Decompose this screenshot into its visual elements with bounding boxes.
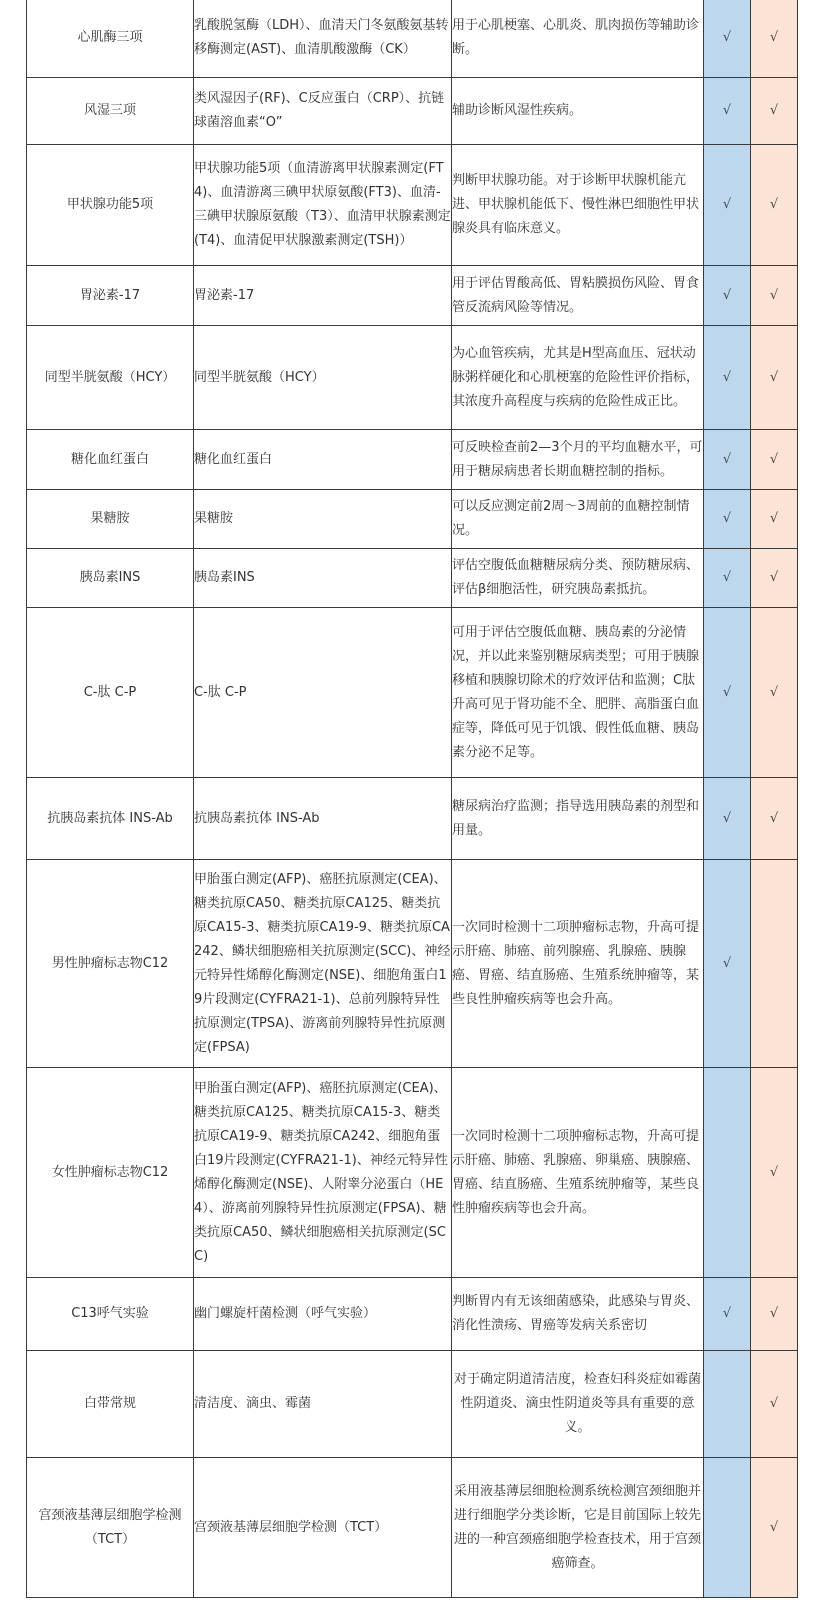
exam-items: 糖化血红蛋白 [194,430,452,490]
table-row [27,78,798,145]
exam-description: 判断胃内有无该细菌感染，此感染与胃炎、消化性溃疡、胃癌等发病关系密切 [452,1278,704,1351]
exam-description: 为心血管疾病，尤其是H型高血压、冠状动脉粥样硬化和心肌梗塞的危险性评价指标，其浓度升高程度与疾病的危险性成正比。 [452,326,704,430]
exam-items: 同型半胱氨酸（HCY） [194,326,452,430]
male-check [704,1068,751,1278]
exam-items: 胃泌素-17 [194,266,452,326]
male-check: √ [704,490,751,549]
male-check: √ [704,549,751,608]
exam-description: 用于心肌梗塞、心肌炎、肌肉损伤等辅助诊断。 [452,0,704,78]
female-check: √ [751,1351,798,1458]
exam-name: 胰岛素INS [27,549,194,608]
table-row [27,778,798,860]
female-check: √ [751,549,798,608]
exam-description: 可反映检查前2—3个月的平均血糖水平，可用于糖尿病患者长期血糖控制的指标。 [452,430,704,490]
exam-description: 用于评估胃酸高低、胃粘膜损伤风险、胃食管反流病风险等情况。 [452,266,704,326]
table-row [27,1068,798,1278]
exam-description: 一次同时检测十二项肿瘤标志物，升高可提示肝癌、肺癌、前列腺癌、乳腺癌、胰腺癌、胃癌、结直肠癌、生殖系统肿瘤等，某些良性肿瘤疾病等也会升高。 [452,860,704,1068]
female-check: √ [751,1458,798,1598]
female-check: √ [751,1068,798,1278]
table-row [27,1458,798,1598]
exam-description: 一次同时检测十二项肿瘤标志物，升高可提示肝癌、肺癌、乳腺癌、卵巢癌、胰腺癌、胃癌、结直肠癌、生殖系统肿瘤等，某些良性肿瘤疾病等也会升高。 [452,1068,704,1278]
exam-name: C-肽 C-P [27,608,194,778]
female-check: √ [751,266,798,326]
exam-description: 辅助诊断风湿性疾病。 [452,78,704,145]
female-check: √ [751,145,798,266]
female-check: √ [751,78,798,145]
female-check: √ [751,326,798,430]
female-check [751,860,798,1068]
female-check: √ [751,1278,798,1351]
exam-name: 白带常规 [27,1351,194,1458]
table-row [27,1351,798,1458]
male-check [704,1458,751,1598]
male-check: √ [704,145,751,266]
female-check: √ [751,490,798,549]
exam-name: 心肌酶三项 [27,0,194,78]
table-row [27,0,798,78]
table-row [27,1278,798,1351]
male-check: √ [704,326,751,430]
exam-description: 对于确定阴道清洁度，检查妇科炎症如霉菌性阴道炎、滴虫性阴道炎等具有重要的意义。 [452,1351,704,1458]
table-row [27,326,798,430]
exam-items: 胰岛素INS [194,549,452,608]
table-row [27,490,798,549]
male-check: √ [704,430,751,490]
male-check: √ [704,860,751,1068]
exam-description: 判断甲状腺功能。对于诊断甲状腺机能亢进、甲状腺机能低下、慢性淋巴细胞性甲状腺炎具有临床意义。 [452,145,704,266]
exam-description: 糖尿病治疗监测；指导选用胰岛素的剂型和用量。 [452,778,704,860]
female-check: √ [751,608,798,778]
exam-items: 宫颈液基薄层细胞学检测（TCT） [194,1458,452,1598]
exam-items: C-肽 C-P [194,608,452,778]
table-row [27,860,798,1068]
female-check: √ [751,430,798,490]
male-check [704,1351,751,1458]
exam-name: 男性肿瘤标志物C12 [27,860,194,1068]
exam-items: 抗胰岛素抗体 INS-Ab [194,778,452,860]
exam-items: 果糖胺 [194,490,452,549]
table-row [27,549,798,608]
male-check: √ [704,266,751,326]
exam-name: 果糖胺 [27,490,194,549]
exam-description: 评估空腹低血糖糖尿病分类、预防糖尿病、评估β细胞活性，研究胰岛素抵抗。 [452,549,704,608]
table-row [27,266,798,326]
exam-description: 可用于评估空腹低血糖、胰岛素的分泌情况，并以此来鉴别糖尿病类型；可用于胰腺移植和胰腺切除术的疗效评估和监测；C肽升高可见于肾功能不全、肥胖、高脂蛋白血症等，降低可见于饥饿、假性低血糖、胰岛素分泌不足等。 [452,608,704,778]
exam-description: 可以反应测定前2周～3周前的血糖控制情况。 [452,490,704,549]
exam-items: 清洁度、滴虫、霉菌 [194,1351,452,1458]
table-row [27,608,798,778]
exam-items: 甲状腺功能5项（血清游离甲状腺素测定(FT4)、血清游离三碘甲状原氨酸(FT3)、血清-三碘甲状腺原氨酸（T3）、血清甲状腺素测定(T4)、血清促甲状腺激素测定(TSH)） [194,145,452,266]
exam-name: 宫颈液基薄层细胞学检测（TCT） [27,1458,194,1598]
exam-items: 甲胎蛋白测定(AFP)、癌胚抗原测定(CEA)、糖类抗原CA50、糖类抗原CA125、糖类抗原CA15-3、糖类抗原CA19-9、糖类抗原CA242、鳞状细胞癌相关抗原测定(SCC)、神经元特异性烯醇化酶测定(NSE)、细胞角蛋白19片段测定(CYFRA21-1)、总前列腺特异性抗原测定(TPSA)、游离前列腺特异性抗原测定(FPSA) [194,860,452,1068]
male-check: √ [704,1278,751,1351]
table-row [27,430,798,490]
exam-name: 抗胰岛素抗体 INS-Ab [27,778,194,860]
male-check: √ [704,608,751,778]
male-check: √ [704,78,751,145]
exam-name: 胃泌素-17 [27,266,194,326]
male-check: √ [704,778,751,860]
exam-name: 糖化血红蛋白 [27,430,194,490]
exam-name: 同型半胱氨酸（HCY） [27,326,194,430]
exam-items: 幽门螺旋杆菌检测（呼气实验） [194,1278,452,1351]
exam-items-table [26,0,798,1598]
table-row [27,145,798,266]
exam-name: C13呼气实验 [27,1278,194,1351]
female-check: √ [751,0,798,78]
exam-items: 类风湿因子(RF)、C反应蛋白（CRP）、抗链球菌溶血素“O” [194,78,452,145]
exam-items: 乳酸脱氢酶（LDH）、血清天门冬氨酸氨基转移酶测定(AST)、血清肌酸激酶（CK） [194,0,452,78]
exam-name: 女性肿瘤标志物C12 [27,1068,194,1278]
male-check: √ [704,0,751,78]
exam-name: 甲状腺功能5项 [27,145,194,266]
exam-description: 采用液基薄层细胞检测系统检测宫颈细胞并进行细胞学分类诊断，它是目前国际上较先进的一种宫颈癌细胞学检查技术，用于宫颈癌筛查。 [452,1458,704,1598]
exam-name: 风湿三项 [27,78,194,145]
female-check: √ [751,778,798,860]
exam-items: 甲胎蛋白测定(AFP)、癌胚抗原测定(CEA)、糖类抗原CA125、糖类抗原CA15-3、糖类抗原CA19-9、糖类抗原CA242、细胞角蛋白19片段测定(CYFRA21-1)、神经元特异性烯醇化酶测定(NSE)、人附睾分泌蛋白（HE4）、游离前列腺特异性抗原测定(FPSA)、糖类抗原CA50、鳞状细胞癌相关抗原测定(SCC) [194,1068,452,1278]
